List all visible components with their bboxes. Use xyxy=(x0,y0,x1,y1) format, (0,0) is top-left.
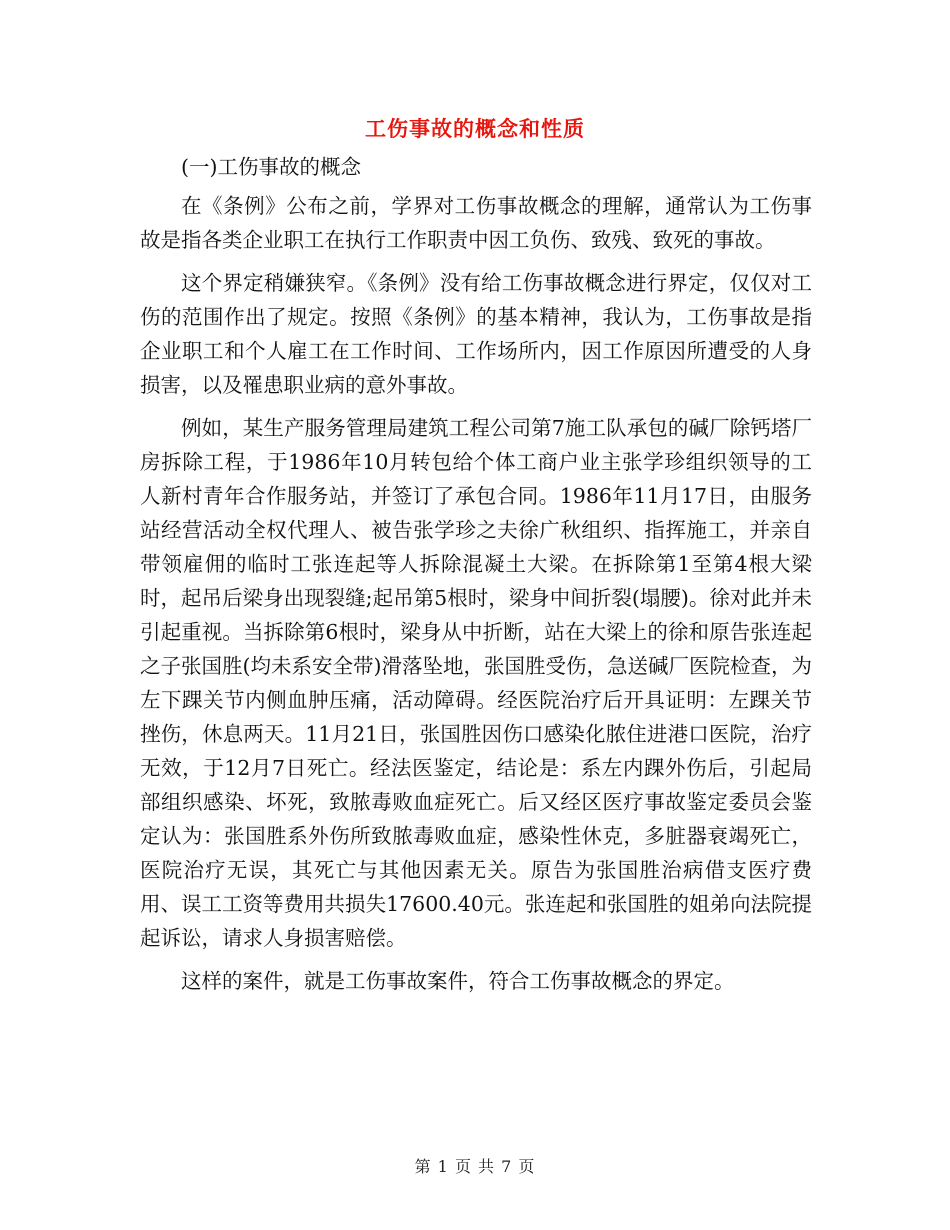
page-number-footer: 第 1 页 共 7 页 xyxy=(414,1157,536,1176)
document-body xyxy=(140,150,812,998)
paragraph-1: 在《条例》公布之前，学界对工伤事故概念的理解，通常认为工伤事故是指各类企业职工在执行工作职责中因工负伤、致残、致死的事故。 xyxy=(140,194,812,252)
paragraph-3: 例如，某生产服务管理局建筑工程公司第7施工队承包的碱厂除钙塔厂房拆除工程，于1986年10月转包给个体工商户业主张学珍组织领导的工人新村青年合作服务站，并签订了承包合同。1986年11月17日，由服务站经营活动全权代理人、被告张学珍之夫徐广秋组织、指挥施工，并亲自带领雇佣的临时工张连起等人拆除混凝土大梁。在拆除第1至第4根大梁时，起吊后梁身出现裂缝;起吊第5根时，梁身中间折裂(塌腰)。徐对此并未引起重视。当拆除第6根时，梁身从中折断，站在大梁上的徐和原告张连起之子张国胜(均未系安全带)滑落坠地，张国胜受伤，急送碱厂医院检查，为左下踝关节内侧血肿压痛，活动障碍。经医院治疗后开具证明：左踝关节挫伤，休息两天。11月21日，张国胜因伤口感染化脓住进港口医院，治疗无效，于12月7日死亡。经法医鉴定，结论是：系左内踝外伤后，引起局部组织感染、坏死，致脓毒败血症死亡。后又经区医疗事故鉴定委员会鉴定认为：张国胜系外伤所致脓毒败血症，感染性休克，多脏器衰竭死亡，医院治疗无误，其死亡与其他因素无关。原告为张国胜治病借支医疗费用、误工工资等费用共损失17600.40元。张连起和张国胜的姐弟向法院提起诉讼，请求人身损害赔偿。 xyxy=(140,416,812,950)
paragraph-2: 这个界定稍嫌狭窄。《条例》没有给工伤事故概念进行界定，仅仅对工伤的范围作出了规定。按照《条例》的基本精神，我认为，工伤事故是指企业职工和个人雇工在工作时间、工作场所内，因工作原因所遭受的人身损害，以及罹患职业病的意外事故。 xyxy=(140,271,812,397)
document-title: 工伤事故的概念和性质 xyxy=(365,116,585,141)
paragraph-4: 这样的案件，就是工伤事故案件，符合工伤事故概念的界定。 xyxy=(181,969,735,993)
section-heading: (一)工伤事故的概念 xyxy=(181,155,361,179)
